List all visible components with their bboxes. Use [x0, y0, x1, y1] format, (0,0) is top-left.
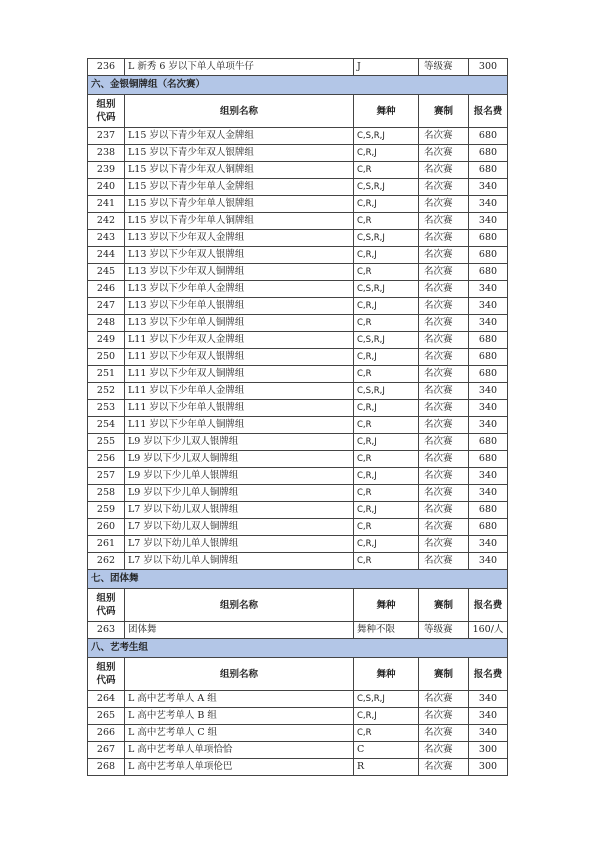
table-row — [88, 485, 508, 502]
group-code: 267 — [88, 742, 125, 759]
header-name: 组别名称 — [125, 589, 354, 622]
dance-type: C,R — [354, 553, 419, 570]
group-name: L9 岁以下少儿双人铜牌组 — [125, 451, 354, 468]
group-name: L13 岁以下少年单人铜牌组 — [125, 315, 354, 332]
group-code: 264 — [88, 691, 125, 708]
dance-type: C,R,J — [354, 145, 419, 162]
group-code: 265 — [88, 708, 125, 725]
entry-fee: 340 — [469, 553, 508, 570]
header-code: 组别 代码 — [88, 589, 125, 622]
dance-type: C,R,J — [354, 247, 419, 264]
competition-format: 名次赛 — [419, 247, 469, 264]
dance-type: C,S,R,J — [354, 281, 419, 298]
header-code: 组别 代码 — [88, 658, 125, 691]
group-name: L11 岁以下少年双人银牌组 — [125, 349, 354, 366]
group-name: L9 岁以下少儿单人银牌组 — [125, 468, 354, 485]
group-name: L 高中艺考单人单项恰恰 — [125, 742, 354, 759]
competition-format: 名次赛 — [419, 196, 469, 213]
group-name: L13 岁以下少年双人铜牌组 — [125, 264, 354, 281]
section-title: 六、金银铜牌组（名次赛） — [88, 76, 508, 95]
dance-type: C,R — [354, 366, 419, 383]
table-row — [88, 59, 508, 76]
competition-format: 名次赛 — [419, 230, 469, 247]
group-code: 236 — [88, 59, 125, 76]
dance-type: C,R,J — [354, 502, 419, 519]
competition-format: 名次赛 — [419, 553, 469, 570]
entry-fee: 300 — [469, 59, 508, 76]
table-row — [88, 349, 508, 366]
group-code: 255 — [88, 434, 125, 451]
group-name: L11 岁以下少年双人铜牌组 — [125, 366, 354, 383]
entry-fee: 680 — [469, 519, 508, 536]
competition-format: 等级赛 — [419, 59, 469, 76]
group-name: L11 岁以下少年双人金牌组 — [125, 332, 354, 349]
group-name: L7 岁以下幼儿双人银牌组 — [125, 502, 354, 519]
competition-format: 名次赛 — [419, 281, 469, 298]
entry-fee: 340 — [469, 196, 508, 213]
dance-type: C,R — [354, 417, 419, 434]
group-name: L15 岁以下青少年双人金牌组 — [125, 128, 354, 145]
section-title: 七、团体舞 — [88, 570, 508, 589]
table-row — [88, 230, 508, 247]
header-format: 赛制 — [419, 658, 469, 691]
table-row — [88, 742, 508, 759]
competition-format: 名次赛 — [419, 264, 469, 281]
group-code: 260 — [88, 519, 125, 536]
table-row — [88, 759, 508, 776]
dance-type: C,S,R,J — [354, 230, 419, 247]
entry-fee: 340 — [469, 179, 508, 196]
registration-table — [87, 58, 508, 776]
header-dance: 舞种 — [354, 589, 419, 622]
group-code: 252 — [88, 383, 125, 400]
table-row — [88, 264, 508, 281]
group-name: L9 岁以下少儿双人银牌组 — [125, 434, 354, 451]
competition-format: 名次赛 — [419, 519, 469, 536]
dance-type: C — [354, 742, 419, 759]
header-code: 组别 代码 — [88, 95, 125, 128]
entry-fee: 340 — [469, 281, 508, 298]
table-row — [88, 417, 508, 434]
entry-fee: 680 — [469, 502, 508, 519]
header-format: 赛制 — [419, 95, 469, 128]
entry-fee: 680 — [469, 332, 508, 349]
table-row — [88, 196, 508, 213]
entry-fee: 680 — [469, 145, 508, 162]
competition-format: 名次赛 — [419, 451, 469, 468]
entry-fee: 680 — [469, 128, 508, 145]
group-code: 249 — [88, 332, 125, 349]
competition-format: 名次赛 — [419, 366, 469, 383]
table-row — [88, 691, 508, 708]
table-row — [88, 213, 508, 230]
header-name: 组别名称 — [125, 95, 354, 128]
entry-fee: 300 — [469, 759, 508, 776]
competition-format: 名次赛 — [419, 708, 469, 725]
dance-type: C,S,R,J — [354, 179, 419, 196]
dance-type: C,R,J — [354, 708, 419, 725]
table-row — [88, 298, 508, 315]
group-name: L13 岁以下少年单人银牌组 — [125, 298, 354, 315]
table-row — [88, 400, 508, 417]
entry-fee: 340 — [469, 315, 508, 332]
competition-format: 名次赛 — [419, 349, 469, 366]
group-name: L7 岁以下幼儿双人铜牌组 — [125, 519, 354, 536]
table-row — [88, 434, 508, 451]
entry-fee: 340 — [469, 536, 508, 553]
competition-format: 名次赛 — [419, 128, 469, 145]
column-header-row — [88, 95, 508, 128]
dance-type: C,R — [354, 485, 419, 502]
competition-format: 名次赛 — [419, 536, 469, 553]
group-name: L15 岁以下青少年单人铜牌组 — [125, 213, 354, 230]
table-row — [88, 366, 508, 383]
entry-fee: 680 — [469, 349, 508, 366]
group-name: L15 岁以下青少年双人铜牌组 — [125, 162, 354, 179]
group-name: L 新秀 6 岁以下单人单项牛仔 — [125, 59, 354, 76]
header-dance: 舞种 — [354, 95, 419, 128]
dance-type: C,R — [354, 451, 419, 468]
group-code: 238 — [88, 145, 125, 162]
entry-fee: 680 — [469, 434, 508, 451]
group-name: L 高中艺考单人 C 组 — [125, 725, 354, 742]
section-header-row — [88, 639, 508, 658]
table-row — [88, 536, 508, 553]
entry-fee: 160/人 — [469, 622, 508, 639]
dance-type: C,R — [354, 725, 419, 742]
table-row — [88, 281, 508, 298]
section-title: 八、艺考生组 — [88, 639, 508, 658]
group-code: 239 — [88, 162, 125, 179]
entry-fee: 340 — [469, 417, 508, 434]
dance-type: 舞种不限 — [354, 622, 419, 639]
table-row — [88, 553, 508, 570]
group-name: L 高中艺考单人 B 组 — [125, 708, 354, 725]
competition-format: 名次赛 — [419, 213, 469, 230]
competition-format: 名次赛 — [419, 417, 469, 434]
group-code: 262 — [88, 553, 125, 570]
group-code: 242 — [88, 213, 125, 230]
competition-format: 名次赛 — [419, 485, 469, 502]
entry-fee: 340 — [469, 725, 508, 742]
table-row — [88, 519, 508, 536]
dance-type: C,R — [354, 162, 419, 179]
dance-type: C,R,J — [354, 196, 419, 213]
header-fee: 报名费 — [469, 95, 508, 128]
dance-type: C,R — [354, 519, 419, 536]
group-name: L11 岁以下少年单人银牌组 — [125, 400, 354, 417]
header-fee: 报名费 — [469, 589, 508, 622]
table-row — [88, 145, 508, 162]
entry-fee: 340 — [469, 485, 508, 502]
group-name: L13 岁以下少年双人金牌组 — [125, 230, 354, 247]
group-code: 251 — [88, 366, 125, 383]
dance-type: J — [354, 59, 419, 76]
competition-format: 名次赛 — [419, 400, 469, 417]
group-code: 248 — [88, 315, 125, 332]
header-name: 组别名称 — [125, 658, 354, 691]
competition-format: 名次赛 — [419, 468, 469, 485]
competition-format: 名次赛 — [419, 725, 469, 742]
table-row — [88, 708, 508, 725]
group-code: 259 — [88, 502, 125, 519]
entry-fee: 340 — [469, 213, 508, 230]
competition-format: 名次赛 — [419, 434, 469, 451]
group-name: L13 岁以下少年单人金牌组 — [125, 281, 354, 298]
table-row — [88, 332, 508, 349]
table-row — [88, 128, 508, 145]
entry-fee: 300 — [469, 742, 508, 759]
table-row — [88, 725, 508, 742]
competition-format: 名次赛 — [419, 162, 469, 179]
entry-fee: 680 — [469, 247, 508, 264]
competition-format: 等级赛 — [419, 622, 469, 639]
group-code: 263 — [88, 622, 125, 639]
dance-type: C,R,J — [354, 349, 419, 366]
competition-format: 名次赛 — [419, 383, 469, 400]
group-name: L7 岁以下幼儿单人银牌组 — [125, 536, 354, 553]
group-code: 245 — [88, 264, 125, 281]
group-name: L15 岁以下青少年双人银牌组 — [125, 145, 354, 162]
group-name: L9 岁以下少儿单人铜牌组 — [125, 485, 354, 502]
dance-type: C,R,J — [354, 400, 419, 417]
group-code: 240 — [88, 179, 125, 196]
competition-format: 名次赛 — [419, 315, 469, 332]
dance-type: C,S,R,J — [354, 128, 419, 145]
group-code: 257 — [88, 468, 125, 485]
group-code: 254 — [88, 417, 125, 434]
header-dance: 舞种 — [354, 658, 419, 691]
competition-format: 名次赛 — [419, 145, 469, 162]
dance-type: C,S,R,J — [354, 332, 419, 349]
group-code: 268 — [88, 759, 125, 776]
column-header-row — [88, 589, 508, 622]
entry-fee: 680 — [469, 230, 508, 247]
dance-type: C,R,J — [354, 536, 419, 553]
entry-fee: 340 — [469, 400, 508, 417]
header-format: 赛制 — [419, 589, 469, 622]
group-code: 244 — [88, 247, 125, 264]
group-code: 261 — [88, 536, 125, 553]
group-code: 241 — [88, 196, 125, 213]
entry-fee: 340 — [469, 468, 508, 485]
group-name: 团体舞 — [125, 622, 354, 639]
group-code: 253 — [88, 400, 125, 417]
table-row — [88, 502, 508, 519]
table-row — [88, 383, 508, 400]
group-name: L7 岁以下幼儿单人铜牌组 — [125, 553, 354, 570]
section-header-row — [88, 570, 508, 589]
group-code: 247 — [88, 298, 125, 315]
table-row — [88, 179, 508, 196]
table-row — [88, 162, 508, 179]
table-row — [88, 247, 508, 264]
dance-type: C,S,R,J — [354, 383, 419, 400]
group-code: 246 — [88, 281, 125, 298]
entry-fee: 680 — [469, 162, 508, 179]
competition-format: 名次赛 — [419, 298, 469, 315]
entry-fee: 680 — [469, 264, 508, 281]
table-row — [88, 468, 508, 485]
group-name: L15 岁以下青少年单人金牌组 — [125, 179, 354, 196]
group-name: L11 岁以下少年单人金牌组 — [125, 383, 354, 400]
entry-fee: 680 — [469, 451, 508, 468]
registration-table-page — [87, 58, 507, 776]
table-row — [88, 622, 508, 639]
header-fee: 报名费 — [469, 658, 508, 691]
group-name: L 高中艺考单人单项伦巴 — [125, 759, 354, 776]
dance-type: C,R — [354, 213, 419, 230]
group-code: 256 — [88, 451, 125, 468]
entry-fee: 340 — [469, 383, 508, 400]
column-header-row — [88, 658, 508, 691]
dance-type: C,R,J — [354, 434, 419, 451]
competition-format: 名次赛 — [419, 502, 469, 519]
section-header-row — [88, 76, 508, 95]
dance-type: C,R — [354, 264, 419, 281]
dance-type: C,R,J — [354, 298, 419, 315]
group-name: L13 岁以下少年双人银牌组 — [125, 247, 354, 264]
entry-fee: 340 — [469, 708, 508, 725]
group-code: 266 — [88, 725, 125, 742]
dance-type: C,R,J — [354, 468, 419, 485]
table-row — [88, 451, 508, 468]
competition-format: 名次赛 — [419, 179, 469, 196]
competition-format: 名次赛 — [419, 742, 469, 759]
competition-format: 名次赛 — [419, 759, 469, 776]
entry-fee: 340 — [469, 691, 508, 708]
group-name: L11 岁以下少年单人铜牌组 — [125, 417, 354, 434]
group-name: L15 岁以下青少年单人银牌组 — [125, 196, 354, 213]
entry-fee: 340 — [469, 298, 508, 315]
group-name: L 高中艺考单人 A 组 — [125, 691, 354, 708]
competition-format: 名次赛 — [419, 691, 469, 708]
group-code: 250 — [88, 349, 125, 366]
group-code: 237 — [88, 128, 125, 145]
dance-type: R — [354, 759, 419, 776]
group-code: 258 — [88, 485, 125, 502]
table-row — [88, 315, 508, 332]
dance-type: C,S,R,J — [354, 691, 419, 708]
dance-type: C,R — [354, 315, 419, 332]
group-code: 243 — [88, 230, 125, 247]
entry-fee: 680 — [469, 366, 508, 383]
competition-format: 名次赛 — [419, 332, 469, 349]
